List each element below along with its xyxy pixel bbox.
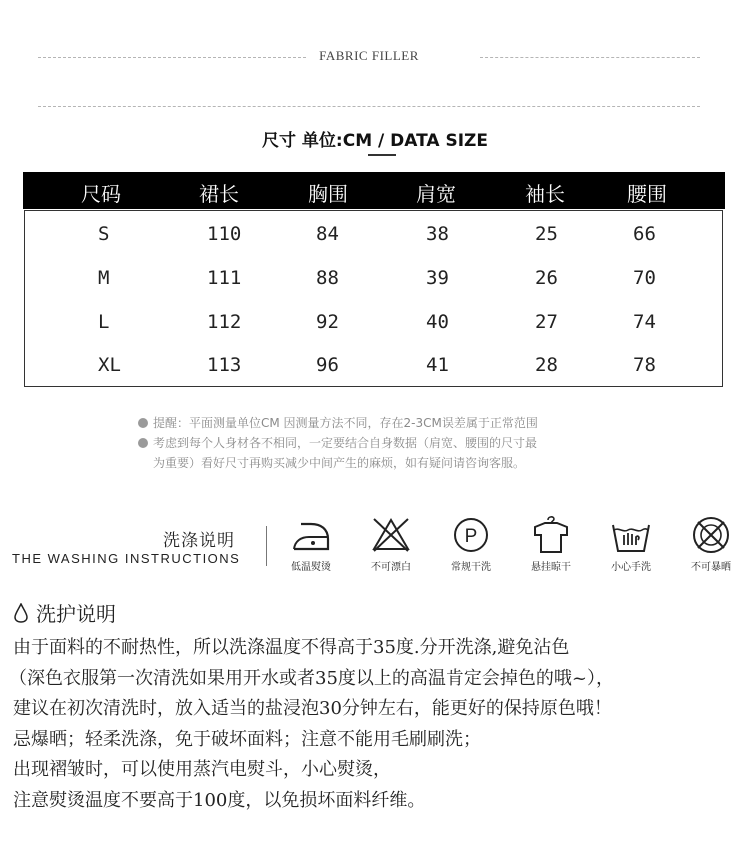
table-cell: 38 [426, 223, 449, 245]
wash-label: 不可暴晒 [691, 562, 731, 573]
table-row [25, 311, 722, 341]
iron-low-icon [291, 515, 331, 555]
note-text: 提醒：平面测量单位CM 因测量方法不同，存在2-3CM误差属于正常范围 [153, 416, 538, 430]
water-drop-icon [14, 603, 28, 623]
wash-symbol-no-bleach [356, 515, 426, 575]
table-cell: XL [98, 354, 121, 376]
care-heading [14, 598, 116, 627]
note-item [138, 433, 638, 453]
column-header-bust: 胸围 [308, 182, 348, 206]
wash-label: 低温熨烫 [291, 562, 331, 573]
table-cell: 111 [207, 267, 242, 289]
table-row [25, 223, 722, 253]
wash-symbol-dry-clean [436, 515, 506, 575]
table-cell: 28 [535, 354, 558, 376]
bullet-icon [138, 438, 148, 448]
no-bleach-icon [371, 515, 411, 555]
care-line: 出现褶皱时，可以使用蒸汽电熨斗，小心熨烫， [13, 759, 391, 780]
care-line: 注意熨烫温度不要高于100度，以免损坏面料纤维。 [13, 789, 426, 811]
svg-text:P: P [464, 526, 478, 547]
size-table-body [24, 210, 723, 387]
size-table-header [23, 172, 725, 209]
wash-symbol-iron [276, 515, 346, 575]
column-header-waist: 腰围 [627, 182, 667, 206]
table-cell: L [98, 311, 110, 333]
table-cell: 66 [633, 223, 656, 245]
wash-label: 常规干洗 [451, 562, 491, 573]
table-cell: 26 [535, 267, 558, 289]
care-line: （深色衣服第一次清洗如果用开水或者35度以上的高温肯定会掉色的哦~）， [9, 667, 614, 689]
column-header-length: 裙长 [199, 182, 239, 206]
table-cell: 78 [633, 354, 656, 376]
wash-symbol-hand-wash [596, 515, 666, 575]
table-cell: 92 [316, 311, 339, 333]
table-cell: 112 [207, 311, 242, 333]
wash-label: 小心手洗 [611, 562, 651, 573]
table-cell: 113 [207, 354, 242, 376]
table-cell: 70 [633, 267, 656, 289]
table-cell: 84 [316, 223, 339, 245]
care-title: 洗护说明 [36, 602, 116, 626]
wash-label: 不可漂白 [371, 562, 411, 573]
column-header-size: 尺码 [81, 182, 121, 206]
wash-label: 悬挂晾干 [531, 562, 571, 573]
table-cell: 96 [316, 354, 339, 376]
care-line: 忌爆晒；轻柔洗涤，免于破坏面料；注意不能用毛刷刷洗； [13, 728, 481, 750]
table-cell: 74 [633, 311, 656, 333]
note-text-continued: 为重要）看好尺寸再购买减少中间产生的麻烦，如有疑问请咨询客服。 [153, 456, 526, 470]
column-header-sleeve: 袖长 [525, 182, 565, 206]
care-line: 建议在初次清洗时，放入适当的盐浸泡30分钟左右，能更好的保持原色哦！ [13, 698, 612, 719]
table-cell: 110 [207, 223, 242, 245]
hang-dry-icon [531, 515, 571, 555]
note-item [138, 413, 638, 433]
dashed-divider [38, 106, 700, 107]
wash-symbol-hang-dry [516, 515, 586, 575]
no-sun-dry-icon [691, 515, 731, 555]
column-header-shoulder: 肩宽 [416, 182, 456, 206]
title-underline [368, 154, 396, 156]
table-cell: 39 [426, 267, 449, 289]
dry-clean-p-icon [451, 515, 491, 555]
dashed-divider [480, 57, 700, 58]
size-notes [138, 413, 638, 473]
table-cell: S [98, 223, 110, 245]
table-cell: 41 [426, 354, 449, 376]
hand-wash-icon [611, 515, 651, 555]
note-text: 考虑到每个人身材各不相同，一定要结合自身数据（肩宽、腰围的尺寸最 [153, 436, 538, 450]
table-row [25, 354, 722, 384]
size-table-title: 尺寸 单位:CM / DATA SIZE [262, 131, 488, 151]
table-cell: 27 [535, 311, 558, 333]
washing-title-en: THE WASHING INSTRUCTIONS [12, 551, 241, 566]
table-cell: 88 [316, 267, 339, 289]
fabric-filler-header [38, 48, 700, 66]
washing-title-cn: 洗涤说明 [163, 531, 235, 551]
care-text [9, 633, 748, 816]
care-line: 由于面料的不耐热性，所以洗涤温度不得高于35度.分开洗涤,避免沾色 [13, 637, 570, 658]
wash-symbol-no-sun [676, 515, 746, 575]
table-row [25, 267, 722, 297]
fabric-filler-title: FABRIC FILLER [319, 48, 419, 63]
table-cell: 25 [535, 223, 558, 245]
table-cell: M [98, 267, 110, 289]
bullet-icon [138, 418, 148, 428]
table-cell: 40 [426, 311, 449, 333]
